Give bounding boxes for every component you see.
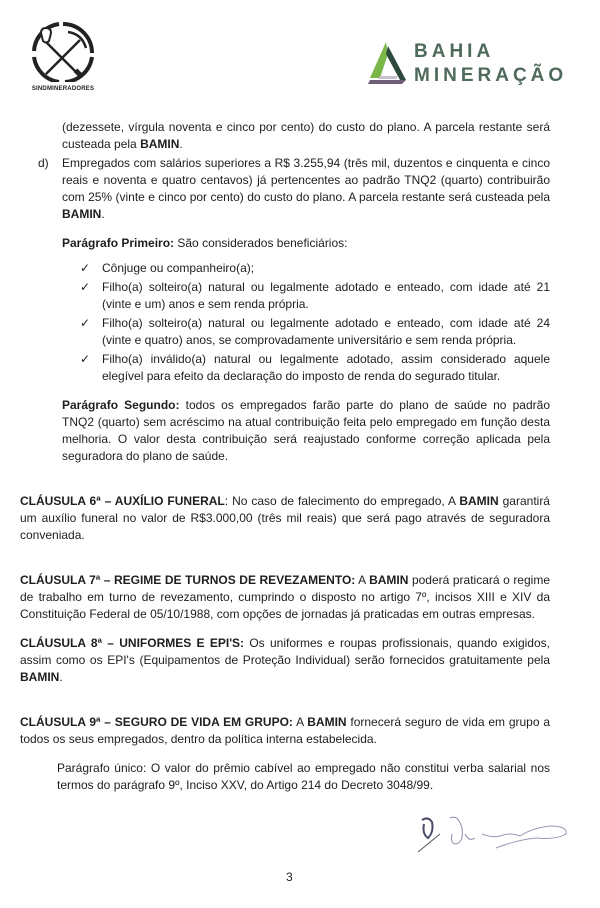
- page-footer: [0, 808, 600, 908]
- bamin-bold: BAMIN: [369, 573, 409, 587]
- item-d-label: d): [38, 156, 49, 170]
- brand-line-2: MINERAÇÃO: [414, 65, 568, 86]
- beneficiary-text: Filho(a) solteiro(a) natural ou legalmente adotado e enteado, com idade até 24 (vinte e quatro) anos, se comprovadamente universitário e sem renda própria.: [102, 316, 550, 347]
- clausula-6-title: CLÁUSULA 6ª – AUXÍLIO FUNERAL: [20, 494, 225, 508]
- paragrafo-primeiro: [20, 235, 550, 252]
- paragrafo-unico: Parágrafo único: O valor do prêmio cabível ao empregado não constitui verba salarial nos termos do parágrafo 9º, Inciso XXV, do Artigo 214 do Decreto 3048/99.: [57, 761, 550, 792]
- item-d-text: Empregados com salários superiores a R$ 3.255,94 (três mil, duzentos e cinquenta e cinco reais e noventa e quatro centavos) já pertencentes ao padrão TNQ2 (quarto) contribuirão com 25% (vinte e cinco por cento) do custo do plano. A parcela restante será custeada pela: [62, 156, 550, 204]
- paragrafo-primeiro-text: São considerados beneficiários:: [174, 236, 348, 250]
- bamin-bold: BAMIN: [459, 494, 499, 508]
- check-icon: ✓: [80, 280, 91, 294]
- bamin-bold: BAMIN: [62, 207, 102, 221]
- check-icon: ✓: [80, 261, 91, 275]
- beneficiary-text: Cônjuge ou companheiro(a);: [102, 261, 255, 275]
- clausula-9: [20, 714, 550, 748]
- clausula-7-title: CLÁUSULA 7ª – REGIME DE TURNOS DE REVEZAMENTO:: [20, 573, 356, 587]
- paragrafo-segundo-title: Parágrafo Segundo:: [62, 398, 180, 412]
- clausula-8-title: CLÁUSULA 8ª – UNIFORMES E EPI'S:: [20, 636, 245, 650]
- beneficiary-item: [80, 260, 550, 277]
- bamin-bold: BAMIN: [140, 137, 180, 151]
- signatures-icon: [410, 812, 580, 862]
- paragrafo-segundo-text: todos os empregados farão parte do plano de saúde no padrão TNQ2 (quarto) sem acréscimo na atual contribuição feita pelo empregado em função desta melhoria. O valor desta contribuição será reajustado conforme correção aplicada pela seguradora do plano de saúde.: [62, 398, 550, 463]
- clausula-9-text: fornecerá seguro de vida em grupo a todos os seus empregados, dentro da política interna estabelecida.: [20, 715, 551, 746]
- clausula-6: [20, 493, 550, 544]
- paragrafo-primeiro-title: Parágrafo Primeiro:: [62, 236, 175, 250]
- clausula-7: [20, 572, 550, 623]
- brand-line-1: BAHIA: [414, 41, 495, 62]
- beneficiary-item: [80, 315, 550, 349]
- item-c-continuation: [20, 119, 550, 153]
- bamin-bold: BAMIN: [20, 670, 60, 684]
- logo-caption: SINDMINERADORES: [31, 86, 95, 92]
- bamin-bold: BAMIN: [307, 715, 347, 729]
- beneficiary-item: [80, 279, 550, 313]
- item-d: [20, 155, 550, 223]
- clausula-6-text: garantirá um auxílio funeral no valor de R$3.000,00 (três mil reais) que será pago através de seguradora conveniada.: [20, 494, 550, 542]
- clausula-9-text: A: [292, 715, 308, 729]
- beneficiary-text: Filho(a) solteiro(a) natural ou legalmente adotado e enteado, com idade até 21 (vinte e um) anos e sem renda própria.: [102, 280, 550, 311]
- clausula-7-text: A: [355, 573, 370, 587]
- item-c-text: (dezessete, vírgula noventa e cinco por cento) do custo do plano. A parcela restante será custeada pela: [62, 120, 550, 151]
- paragrafo-segundo: [20, 397, 550, 465]
- beneficiary-text: Filho(a) inválido(a) natural ou legalmente adotado, assim considerado aquele elegível para efeito da declaração do imposto de renda do segurado titular.: [102, 352, 550, 383]
- page-number: 3: [286, 870, 293, 884]
- punct: .: [179, 137, 183, 151]
- clausula-8: [20, 635, 550, 686]
- check-icon: ✓: [80, 352, 91, 366]
- clausula-8-text: Os uniformes e roupas profissionais, quando exigidos, assim como os EPI's (Equipamentos de Proteção Individual) serão fornecidos gratuitamente pela: [20, 636, 550, 667]
- beneficiary-item: [80, 351, 550, 385]
- clausula-7-text: poderá praticará o regime de trabalho em turno de revezamento, cumprindo o disposto no artigo 7º, incisos XIII e XIV da Constituição Federal de 05/10/1988, com opções de jornadas já praticadas em outras empresas.: [20, 573, 550, 621]
- beneficiary-list: [80, 260, 550, 385]
- clausula-9-title: CLÁUSULA 9ª – SEGURO DE VIDA EM GRUPO:: [20, 715, 293, 729]
- check-icon: ✓: [80, 316, 91, 330]
- clausula-6-text: : No caso de falecimento do empregado, A: [224, 494, 460, 508]
- punct: .: [59, 670, 63, 684]
- punct: .: [101, 207, 105, 221]
